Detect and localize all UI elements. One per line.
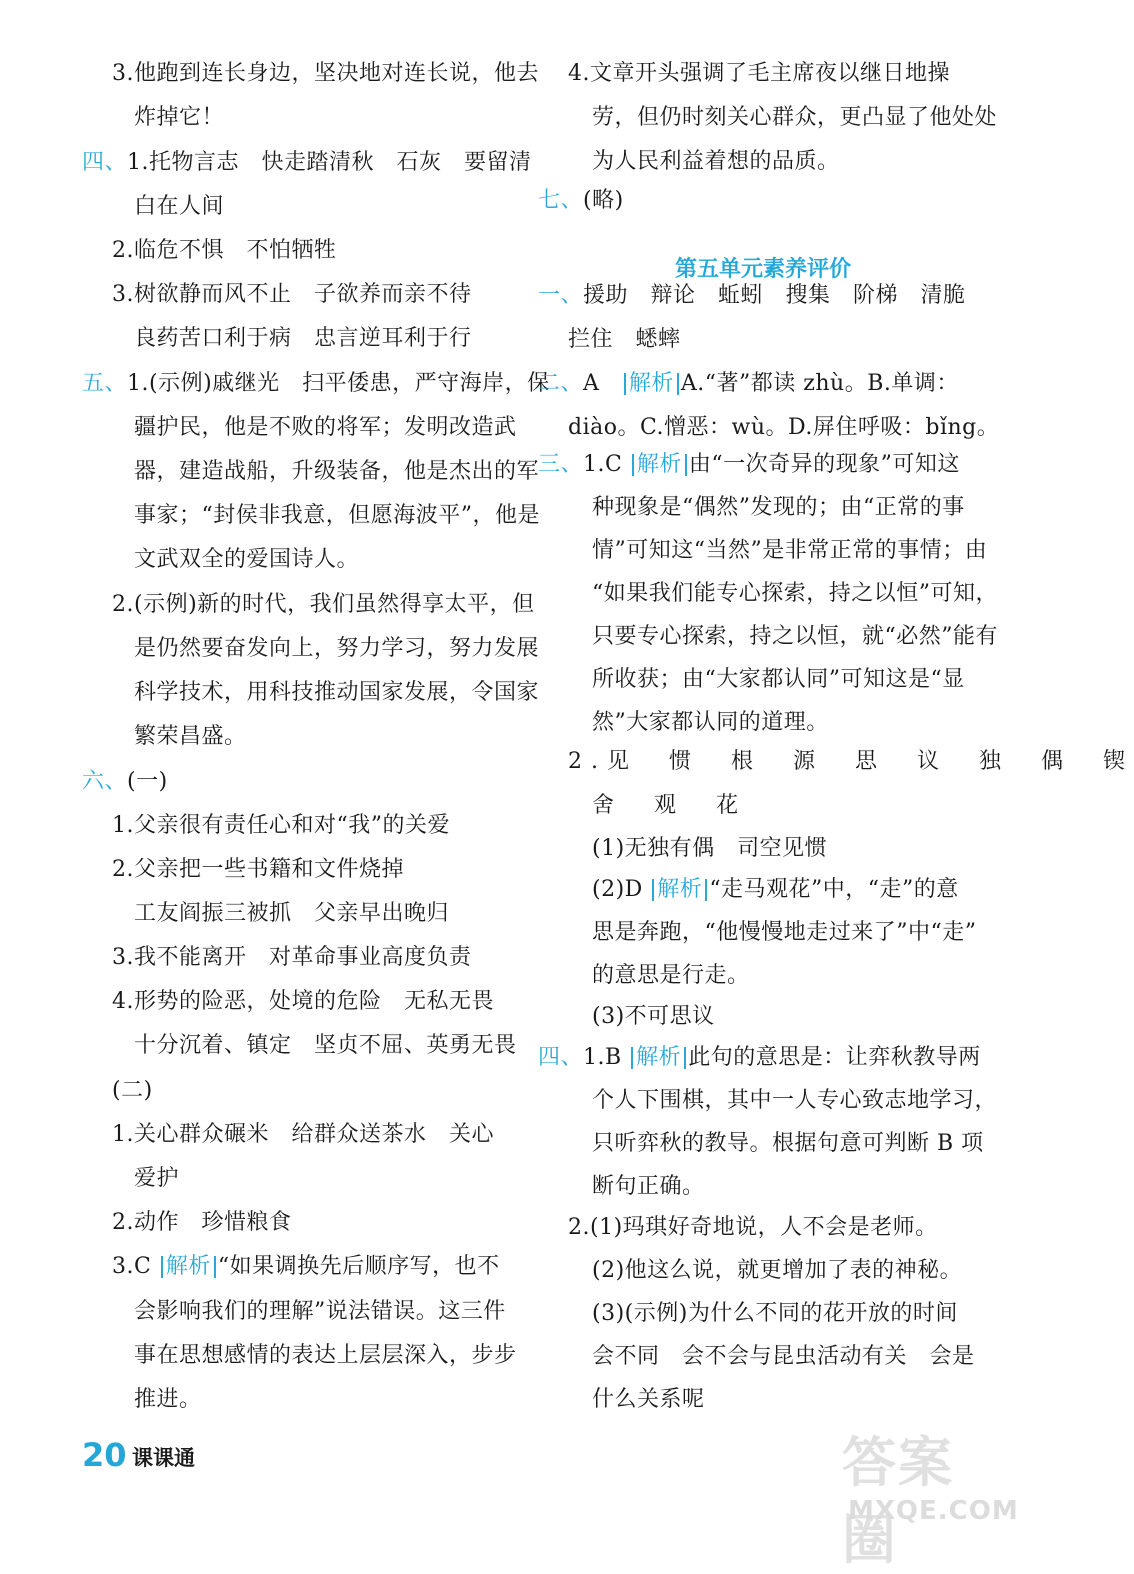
answer-text: 科学技术，用科技推动国家发展，令国家 xyxy=(134,680,540,705)
answer-line xyxy=(592,708,829,738)
answer-text: 所收获；由“大家都认同”可知这是“显 xyxy=(592,667,965,692)
answer-line xyxy=(112,855,404,885)
section-marker: 四、 xyxy=(538,1045,584,1070)
answer-line xyxy=(134,678,539,708)
answer-text: 3.他跑到连长身边，坚决地对连长说，他去 xyxy=(112,61,539,86)
answer-line xyxy=(134,457,539,487)
answer-text: 什么关系呢 xyxy=(592,1387,705,1412)
answer-text: 1.父亲很有责任心和对“我”的关爱 xyxy=(112,813,450,838)
answer-text: 此句的意思是：让弈秋教导两 xyxy=(688,1045,981,1070)
answer-text: “如果调换先后顺序写，也不 xyxy=(217,1254,500,1279)
answer-line xyxy=(134,634,539,664)
answer-text: 2.(1)玛琪好奇地说，人不会是老师。 xyxy=(568,1215,938,1240)
answer-text: 舍 观 花 xyxy=(592,793,748,818)
answer-line xyxy=(134,501,540,531)
answer-line xyxy=(538,281,966,311)
answer-line xyxy=(538,186,624,216)
watermark-top-text: 答案圈 xyxy=(842,1431,954,1571)
answer-line xyxy=(592,1002,715,1032)
answer-line xyxy=(538,1043,981,1073)
answer-line xyxy=(592,961,750,991)
answer-line xyxy=(568,59,950,89)
answer-text: 器，建造战船，升级装备，他是杰出的军 xyxy=(134,459,540,484)
answer-text: (3)不可思议 xyxy=(592,1004,715,1029)
section-marker: 七、 xyxy=(538,188,584,213)
section-marker: 四、 xyxy=(82,150,128,175)
answer-line xyxy=(112,943,472,973)
answer-text: (1)无独有偶 司空见惯 xyxy=(592,836,828,861)
answer-line xyxy=(134,324,472,354)
answer-text: 1.关心群众碾米 给群众送茶水 关心 xyxy=(112,1122,494,1147)
watermark-logo xyxy=(838,1420,1019,1571)
analysis-tag: 解析 xyxy=(631,1047,686,1069)
section-marker: 三、 xyxy=(538,452,584,477)
answer-text: 工友阎振三被抓 父亲早出晚归 xyxy=(134,901,450,926)
answer-line xyxy=(568,1213,938,1243)
answer-text: 2.临危不惧 不怕牺牲 xyxy=(112,238,337,263)
answer-line xyxy=(592,493,965,523)
analysis-tag: 解析 xyxy=(632,454,687,476)
answer-text: 繁荣昌盛。 xyxy=(134,724,247,749)
answer-text: (二) xyxy=(112,1078,153,1103)
answer-line xyxy=(592,791,747,821)
answer-text: 2.(示例)新的时代，我们虽然得享太平，但 xyxy=(112,592,535,617)
answer-line xyxy=(134,192,224,222)
answer-text: 2.父亲把一些书籍和文件烧掉 xyxy=(112,857,404,882)
answer-text: 爱护 xyxy=(134,1166,180,1191)
answer-line xyxy=(538,369,959,399)
answer-line xyxy=(592,622,998,652)
answer-line xyxy=(134,1385,202,1415)
answer-text: 白在人间 xyxy=(134,194,225,219)
answer-text: 然”大家都认同的道理。 xyxy=(592,710,829,735)
answer-text: 事在思想感情的表达上层层深入，步步 xyxy=(134,1343,517,1368)
analysis-tag: 解析 xyxy=(652,879,707,901)
answer-text: 3.树欲静而风不止 子欲养而亲不待 xyxy=(112,282,472,307)
answer-line xyxy=(112,811,450,841)
answer-text: 2.动作 珍惜粮食 xyxy=(112,1210,292,1235)
answer-line xyxy=(592,1256,962,1286)
analysis-tag: 解析 xyxy=(624,373,679,395)
answer-line xyxy=(538,450,960,480)
answer-text: 1.(示例)戚继光 扫平倭患，严守海岸，保 xyxy=(127,371,550,396)
answer-line xyxy=(592,1342,975,1372)
answer-line xyxy=(592,1299,958,1329)
answer-text: 情”可知这“当然”是非常正常的事情；由 xyxy=(592,538,988,563)
answer-line xyxy=(592,147,840,177)
section-marker: 一、 xyxy=(538,283,584,308)
analysis-tag: 解析 xyxy=(161,1256,216,1278)
answer-text: 只要专心探索，持之以恒，就“必然”能有 xyxy=(592,624,998,649)
answer-text: (3)(示例)为什么不同的花开放的时间 xyxy=(592,1301,958,1326)
answer-line xyxy=(112,1120,494,1150)
answer-line xyxy=(592,1172,705,1202)
watermark-bottom-text: MXQE.COM xyxy=(848,1496,1019,1526)
brand-name: 课课通 xyxy=(132,1446,195,1470)
answer-text: 思是奔跑，“他慢慢地走过来了”中“走” xyxy=(592,920,977,945)
answer-text: 个人下围棋，其中一人专心致志地学习， xyxy=(592,1088,998,1113)
answer-text: 推进。 xyxy=(134,1387,202,1412)
answer-line xyxy=(592,536,987,566)
answer-text: 劳，但仍时刻关心群众，更凸显了他处处 xyxy=(592,105,998,130)
answer-line xyxy=(112,280,472,310)
answer-line xyxy=(112,1208,292,1238)
answer-line xyxy=(568,747,1134,777)
answer-text: A.“著”都读 zhù。B.单调： xyxy=(680,371,959,396)
answer-choice: 3.C xyxy=(112,1254,159,1279)
answer-text: 会影响我们的理解”说法错误。这三件 xyxy=(134,1299,506,1324)
answer-line xyxy=(592,665,965,695)
answer-line xyxy=(112,59,539,89)
page-number: 20 xyxy=(82,1436,127,1474)
answer-choice: 1.B xyxy=(583,1045,630,1070)
answer-text: 援助 辩论 蚯蚓 搜集 阶梯 清脆 xyxy=(583,283,966,308)
answer-text: (略) xyxy=(583,188,624,213)
answer-text: “走马观花”中，“走”的意 xyxy=(709,877,959,902)
answer-line xyxy=(592,918,977,948)
answer-line xyxy=(134,722,247,752)
answer-line xyxy=(592,579,998,609)
answer-line xyxy=(112,590,535,620)
answer-line xyxy=(592,103,997,133)
answer-line xyxy=(112,1252,500,1282)
answer-line xyxy=(134,1164,179,1194)
unit-title: 第五单元素养评价 xyxy=(674,257,851,282)
answer-line xyxy=(134,899,449,929)
answer-text: 是仍然要奋发向上，努力学习，努力发展 xyxy=(134,636,540,661)
answer-text: (2)他这么说，就更增加了表的神秘。 xyxy=(592,1258,963,1283)
answer-choice: A xyxy=(583,371,622,396)
answer-text: 只听弈秋的教导。根据句意可判断 B 项 xyxy=(592,1131,984,1156)
answer-text: 炸掉它！ xyxy=(134,105,225,130)
answer-text: 断句正确。 xyxy=(592,1174,705,1199)
answer-line xyxy=(134,413,517,443)
answer-line xyxy=(112,236,337,266)
answer-text: 4.形势的险恶，处境的危险 无私无畏 xyxy=(112,989,494,1014)
answer-line xyxy=(592,1129,984,1159)
section-marker: 五、 xyxy=(82,371,128,396)
answer-text: 十分沉着、镇定 坚贞不屈、英勇无畏 xyxy=(134,1033,517,1058)
answer-choice: (2)D xyxy=(592,877,651,902)
answer-line xyxy=(592,834,827,864)
answer-text: 良药苦口利于病 忠言逆耳利于行 xyxy=(134,326,472,351)
answer-line xyxy=(592,875,959,905)
answer-line xyxy=(82,369,550,399)
answer-text: 文武双全的爱国诗人。 xyxy=(134,547,360,572)
answer-line xyxy=(134,103,224,133)
answer-line xyxy=(112,1076,153,1106)
section-marker: 六、 xyxy=(82,769,128,794)
answer-text: 种现象是“偶然”发现的；由“正常的事 xyxy=(592,495,965,520)
answer-line xyxy=(568,413,999,443)
answer-text: 3.我不能离开 对革命事业高度负责 xyxy=(112,945,472,970)
answer-text: 1.托物言志 快走踏清秋 石灰 要留清 xyxy=(127,150,532,175)
answer-text: 疆护民，他是不败的将军；发明改造武 xyxy=(134,415,517,440)
answer-text: 事家；“封侯非我意，但愿海波平”，他是 xyxy=(134,503,540,528)
answer-choice: 1.C xyxy=(583,452,630,477)
answer-line xyxy=(134,1297,506,1327)
answer-text: 由“一次奇异的现象”可知这 xyxy=(688,452,960,477)
answer-line xyxy=(592,1385,705,1415)
answer-line xyxy=(82,148,532,178)
answer-text: 4.文章开头强调了毛主席夜以继日地操 xyxy=(568,61,950,86)
answer-line xyxy=(592,1086,997,1116)
section-marker: 二、 xyxy=(538,371,584,396)
answer-line xyxy=(568,325,681,355)
answer-text: (一) xyxy=(127,769,168,794)
answer-text: 为人民利益着想的品质。 xyxy=(592,149,840,174)
answer-line xyxy=(134,1031,517,1061)
answer-line xyxy=(134,1341,517,1371)
answer-text: 的意思是行走。 xyxy=(592,963,750,988)
answer-text: 2.见 惯 根 源 思 议 独 偶 锲 xyxy=(568,749,1134,774)
answer-line xyxy=(134,545,359,575)
answer-text: “如果我们能专心探索，持之以恒”可知， xyxy=(592,581,998,606)
answer-text: diào。C.憎恶：wù。D.屏住呼吸：bǐng。 xyxy=(568,415,1000,440)
answer-text: 拦住 蟋蟀 xyxy=(568,327,681,352)
answer-line xyxy=(112,987,494,1017)
answer-line xyxy=(82,767,168,797)
answer-text: 会不同 会不会与昆虫活动有关 会是 xyxy=(592,1344,975,1369)
